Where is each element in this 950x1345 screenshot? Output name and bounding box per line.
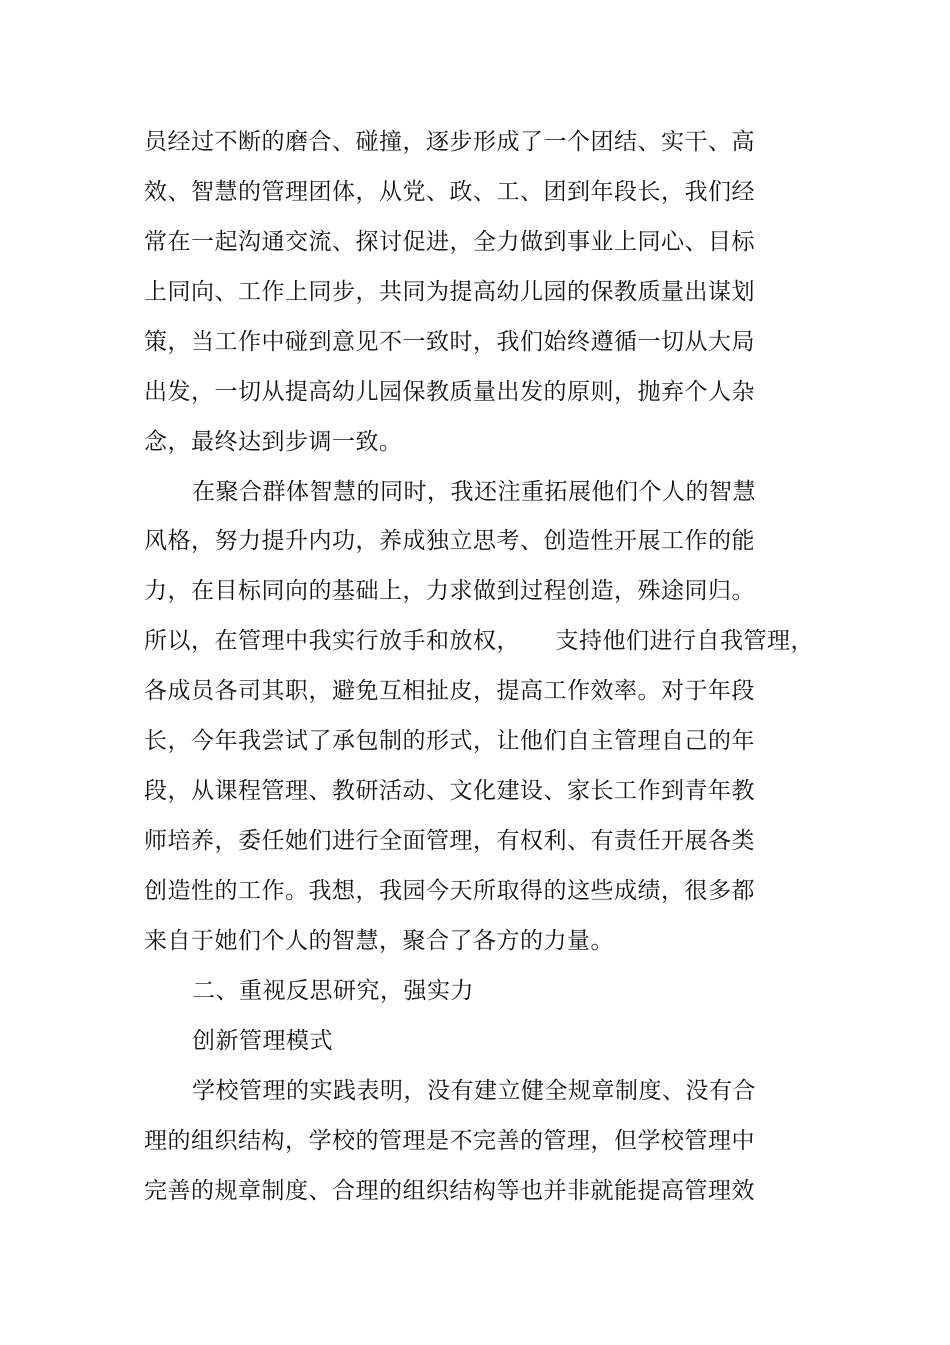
text-line: 所以，在管理中我实行放手和放权， 支持他们进行自我管理，: [144, 628, 814, 654]
text-line: 策，当工作中碰到意见不一致时，我们始终遵循一切从大局: [144, 329, 755, 355]
text-line: 出发，一切从提高幼儿园保教质量出发的原则，抛弃个人杂: [144, 379, 755, 405]
text-line: 师培养，委任她们进行全面管理，有权利、有责任开展各类: [144, 828, 755, 854]
text-line: 风格，努力提升内功，养成独立思考、创造性开展工作的能: [144, 528, 755, 554]
text-line: 上同向、工作上同步，共同为提高幼儿园的保教质量出谋划: [144, 279, 755, 305]
text-line: 员经过不断的磨合、碰撞，逐步形成了一个团结、实干、高: [144, 129, 755, 155]
text-line: 完善的规章制度、合理的组织结构等也并非就能提高管理效: [144, 1178, 755, 1204]
text-line: 段，从课程管理、教研活动、文化建设、家长工作到青年教: [144, 778, 755, 804]
text-line: 各成员各司其职，避免互相扯皮，提高工作效率。对于年段: [144, 678, 755, 704]
text-line: 理的组织结构，学校的管理是不完善的管理，但学校管理中: [144, 1128, 755, 1154]
section-heading: 二、重视反思研究，强实力: [192, 978, 474, 1004]
text-line: 念，最终达到步调一致。: [144, 429, 403, 455]
text-line: 学校管理的实践表明，没有建立健全规章制度、没有合: [192, 1078, 756, 1104]
text-line: 创造性的工作。我想，我园今天所取得的这些成绩，很多都: [144, 878, 755, 904]
text-line: 来自于她们个人的智慧，聚合了各方的力量。: [144, 928, 614, 954]
text-line: 常在一起沟通交流、探讨促进，全力做到事业上同心、目标: [144, 229, 755, 255]
text-line: 力，在目标同向的基础上，力求做到过程创造，殊途同归。: [144, 578, 755, 604]
text-line: 效、智慧的管理团体，从党、政、工、团到年段长，我们经: [144, 179, 755, 205]
text-line: 在聚合群体智慧的同时，我还注重拓展他们个人的智慧: [192, 479, 756, 505]
subsection-heading: 创新管理模式: [192, 1028, 333, 1054]
text-line: 长，今年我尝试了承包制的形式，让他们自主管理自己的年: [144, 728, 755, 754]
